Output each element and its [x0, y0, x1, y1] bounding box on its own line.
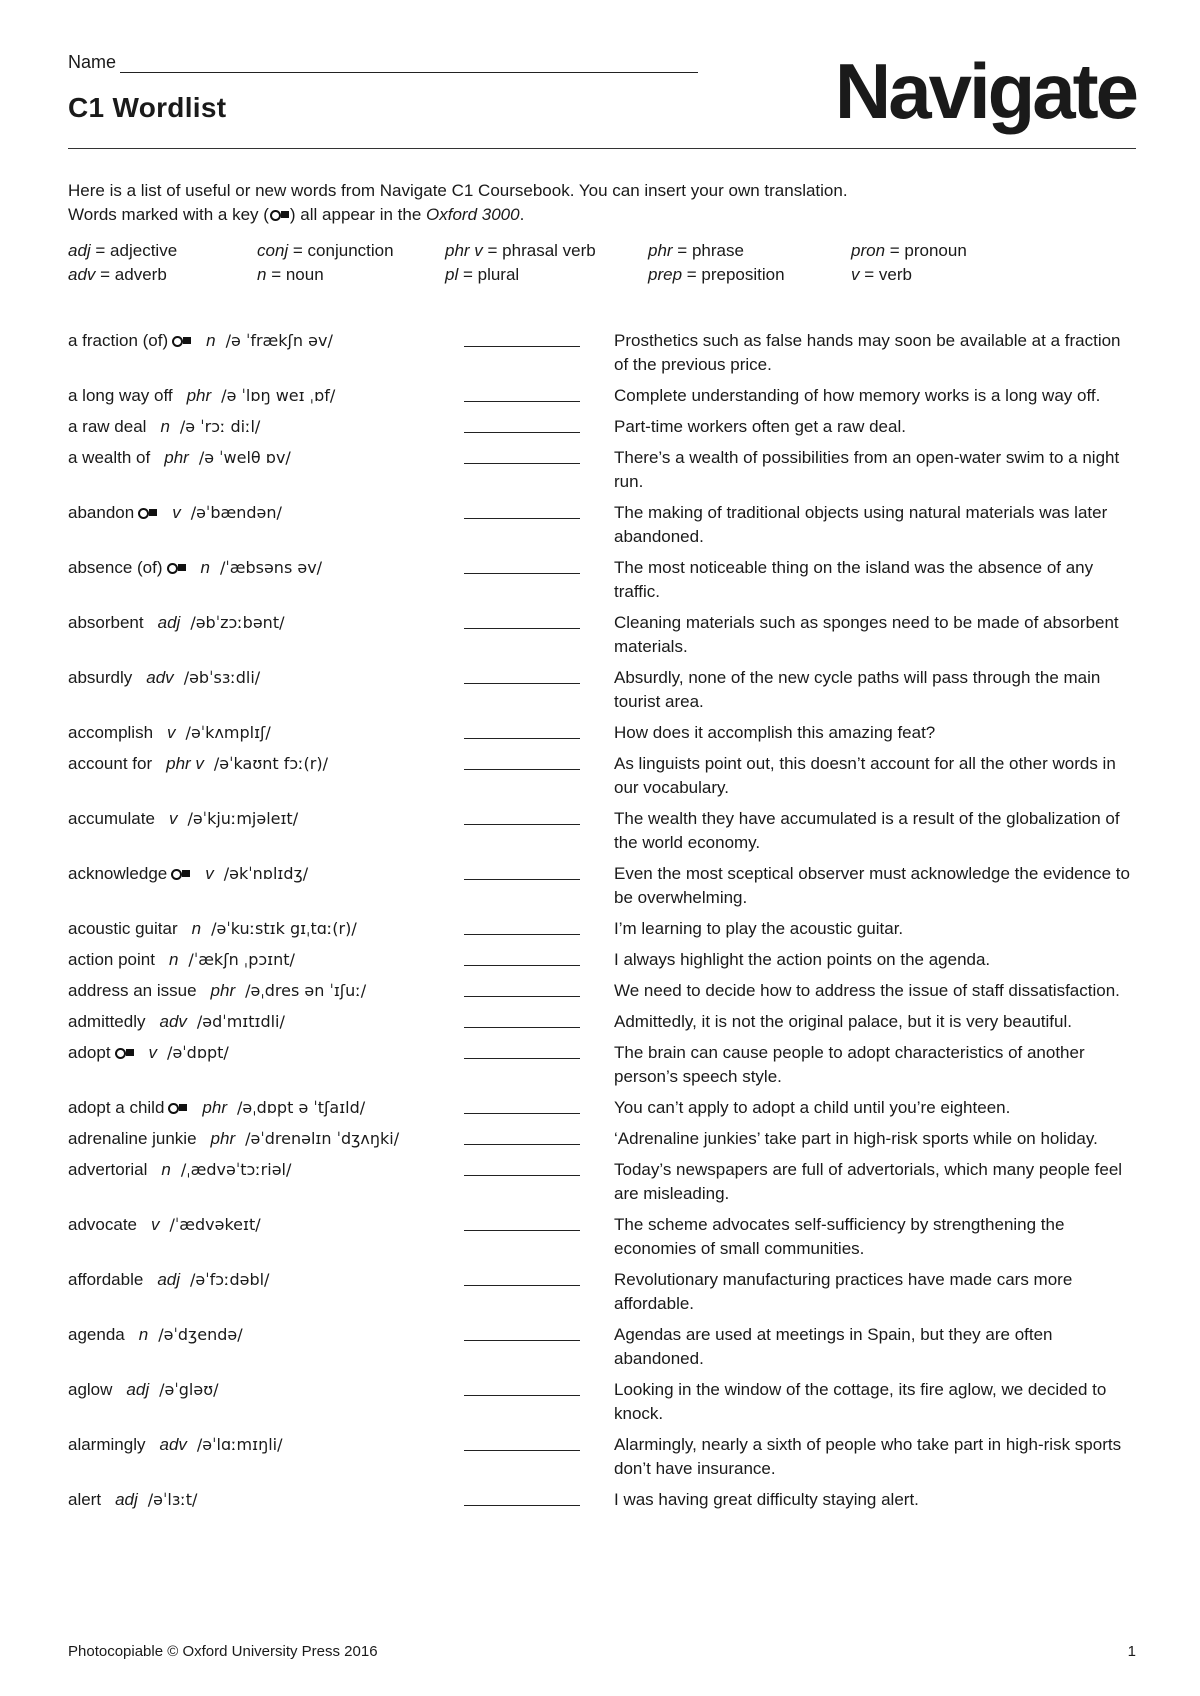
example-sentence: I always highlight the action points on the agenda.	[614, 950, 991, 969]
abbreviation-meaning: = adjective	[90, 241, 178, 260]
translation-blank[interactable]	[464, 862, 580, 880]
example-sentence: There’s a wealth of possibilities from an open-water swim to a night run.	[614, 448, 1120, 491]
pronunciation: /əˌdres ən ˈɪʃuː/	[245, 981, 367, 1000]
translation-blank[interactable]	[464, 501, 580, 519]
part-of-speech: n	[168, 950, 179, 969]
part-of-speech: v	[205, 864, 214, 883]
entry-headword	[68, 1096, 464, 1120]
word-entry	[68, 1213, 1136, 1261]
entry-word: accomplish	[68, 723, 154, 742]
example-sentence: The brain can cause people to adopt characteristics of another person’s speech style.	[614, 1043, 1085, 1086]
abbreviation-meaning: = preposition	[682, 265, 785, 284]
pronunciation: /ˈæbsəns əv/	[219, 558, 323, 577]
entry-headword	[68, 979, 464, 1003]
abbreviation-item	[257, 239, 445, 263]
part-of-speech: adv	[159, 1012, 187, 1031]
translation-blank[interactable]	[464, 721, 580, 739]
entry-headword	[68, 501, 464, 549]
word-entry	[68, 1096, 1136, 1120]
entry-word: a fraction (of)	[68, 331, 169, 350]
abbreviation: pl	[445, 265, 459, 284]
pronunciation: /ˌædvəˈtɔːriəl/	[180, 1160, 292, 1179]
example-sentence: ‘Adrenaline junkies’ take part in high-risk sports while on holiday.	[614, 1129, 1098, 1148]
name-field-line[interactable]	[120, 56, 698, 73]
pronunciation: /əbˈzɔːbənt/	[190, 613, 285, 632]
abbreviation-meaning: = verb	[859, 265, 912, 284]
pronunciation: /əˈkjuːmjəleɪt/	[187, 809, 299, 828]
entry-word: admittedly	[68, 1012, 146, 1031]
example-sentence: I was having great difficulty staying alert.	[614, 1490, 919, 1509]
part-of-speech: phr	[164, 448, 189, 467]
translation-blank[interactable]	[464, 329, 580, 347]
entry-headword	[68, 948, 464, 972]
entry-word: advertorial	[68, 1160, 148, 1179]
abbreviation-item	[851, 263, 1136, 287]
word-entry	[68, 1323, 1136, 1371]
entry-word: absorbent	[68, 613, 144, 632]
abbreviation-item	[445, 239, 648, 263]
example-sentence: Admittedly, it is not the original palace, but it is very beautiful.	[614, 1012, 1072, 1031]
part-of-speech: phr v	[166, 754, 204, 773]
example-sentence: Revolutionary manufacturing practices have made cars more affordable.	[614, 1270, 1073, 1313]
abbreviation-item	[445, 263, 648, 287]
example-sentence: As linguists point out, this doesn’t account for all the other words in our vocabulary.	[614, 754, 1116, 797]
entry-word: alert	[68, 1490, 102, 1509]
abbreviation-meaning: = phrasal verb	[482, 241, 596, 260]
entry-word: aglow	[68, 1380, 113, 1399]
word-entry	[68, 862, 1136, 910]
part-of-speech: adj	[115, 1490, 138, 1509]
word-entry	[68, 752, 1136, 800]
example-sentence: Part-time workers often get a raw deal.	[614, 417, 906, 436]
pronunciation: /əˈlɑːmɪŋli/	[196, 1435, 283, 1454]
abbreviation-item	[68, 263, 257, 287]
abbreviation-meaning: = pronoun	[885, 241, 967, 260]
footer	[68, 1643, 1136, 1660]
entry-word: action point	[68, 950, 155, 969]
part-of-speech: phr	[202, 1098, 227, 1117]
part-of-speech: n	[138, 1325, 149, 1344]
example-sentence: How does it accomplish this amazing feat?	[614, 723, 936, 742]
entry-word: acoustic guitar	[68, 919, 178, 938]
part-of-speech: n	[206, 331, 216, 350]
example-sentence: Agendas are used at meetings in Spain, but they are often abandoned.	[614, 1325, 1053, 1368]
part-of-speech: n	[191, 919, 202, 938]
word-entry	[68, 979, 1136, 1003]
pronunciation: /ə ˈwelθ ɒv/	[198, 448, 291, 467]
abbreviation-item	[648, 239, 851, 263]
oxford-3000-label: Oxford 3000	[426, 205, 520, 224]
abbreviation-meaning: = conjunction	[288, 241, 394, 260]
intro-line-2-end: .	[519, 205, 525, 224]
part-of-speech: v	[168, 809, 178, 828]
abbreviation: phr v	[445, 241, 483, 260]
entry-headword	[68, 1433, 464, 1481]
translation-blank[interactable]	[464, 415, 580, 433]
entry-headword	[68, 752, 464, 800]
entry-headword	[68, 446, 464, 494]
abbreviation: v	[851, 265, 860, 284]
entry-headword	[68, 556, 464, 604]
example-sentence: Cleaning materials such as sponges need to be made of absorbent materials.	[614, 613, 1119, 656]
pronunciation: /ə ˈfrækʃn əv/	[225, 331, 333, 350]
pronunciation: /əˈgləʊ/	[159, 1380, 219, 1399]
abbreviation-meaning: = phrase	[672, 241, 744, 260]
word-entry	[68, 948, 1136, 972]
translation-blank[interactable]	[464, 1488, 580, 1506]
entry-word: account for	[68, 754, 153, 773]
part-of-speech: adv	[146, 668, 174, 687]
translation-blank[interactable]	[464, 1127, 580, 1145]
word-entries	[68, 329, 1136, 1519]
page-number: 1	[1127, 1643, 1136, 1660]
part-of-speech: phr	[186, 386, 212, 405]
entry-headword	[68, 1268, 464, 1316]
part-of-speech: v	[172, 503, 181, 522]
translation-blank[interactable]	[464, 611, 580, 629]
name-row	[68, 52, 698, 73]
entry-headword	[68, 1323, 464, 1371]
translation-blank[interactable]	[464, 446, 580, 464]
header-divider	[68, 148, 1136, 149]
abbreviation: conj	[257, 241, 289, 260]
word-entry	[68, 1433, 1136, 1481]
entry-headword	[68, 1158, 464, 1206]
wordlist-page	[68, 0, 1136, 1696]
entry-headword	[68, 807, 464, 855]
pronunciation: /əˈkʌmplɪʃ/	[185, 723, 271, 742]
translation-blank[interactable]	[464, 1323, 580, 1341]
translation-blank[interactable]	[464, 1378, 580, 1396]
abbreviation-item	[648, 263, 851, 287]
intro-text	[68, 179, 848, 227]
entry-word: a raw deal	[68, 417, 147, 436]
word-entry	[68, 415, 1136, 439]
pronunciation: /əˈkuːstɪk gɪˌtɑː(r)/	[211, 919, 357, 938]
part-of-speech: v	[151, 1215, 160, 1234]
entry-word: a wealth of	[68, 448, 151, 467]
part-of-speech: v	[167, 723, 176, 742]
abbreviation-meaning: = adverb	[95, 265, 167, 284]
intro-line-1: Here is a list of useful or new words from Navigate C1 Coursebook. You can insert your own translation.	[68, 181, 848, 200]
pronunciation: /ˈækʃn ˌpɔɪnt/	[188, 950, 295, 969]
pronunciation: /əˈdɒpt/	[167, 1043, 229, 1062]
translation-blank[interactable]	[464, 666, 580, 684]
part-of-speech: n	[161, 1160, 171, 1179]
word-entry	[68, 721, 1136, 745]
translation-blank[interactable]	[464, 1213, 580, 1231]
example-sentence: Prosthetics such as false hands may soon be available at a fraction of the previous price.	[614, 331, 1121, 374]
key-icon	[270, 209, 289, 221]
copyright-text: Photocopiable © Oxford University Press 2016	[68, 1643, 378, 1660]
word-entry	[68, 666, 1136, 714]
translation-blank[interactable]	[464, 556, 580, 574]
entry-headword	[68, 1378, 464, 1426]
entry-word: acknowledge	[68, 864, 168, 883]
pronunciation: /ə ˈlɒŋ weɪ ˌɒf/	[221, 386, 336, 405]
entry-headword	[68, 721, 464, 745]
abbreviation-item	[68, 239, 257, 263]
entry-headword	[68, 1488, 464, 1512]
word-entry	[68, 917, 1136, 941]
key-icon	[168, 1102, 187, 1114]
part-of-speech: phr	[210, 1129, 236, 1148]
entry-headword	[68, 1213, 464, 1261]
translation-blank[interactable]	[464, 1158, 580, 1176]
word-entry	[68, 329, 1136, 377]
key-icon	[167, 562, 186, 574]
part-of-speech: adj	[126, 1380, 150, 1399]
word-entry	[68, 384, 1136, 408]
name-label: Name	[68, 52, 117, 72]
example-sentence: Looking in the window of the cottage, its fire aglow, we decided to knock.	[614, 1380, 1107, 1423]
pronunciation: /əˈfɔːdəbl/	[190, 1270, 270, 1289]
translation-blank[interactable]	[464, 1096, 580, 1114]
translation-blank[interactable]	[464, 384, 580, 402]
pronunciation: /əˈbændən/	[190, 503, 282, 522]
part-of-speech: adv	[159, 1435, 187, 1454]
example-sentence: The scheme advocates self-sufficiency by strengthening the economies of small communities.	[614, 1215, 1065, 1258]
key-icon	[171, 868, 190, 880]
entry-headword	[68, 384, 464, 408]
abbreviation: n	[257, 265, 267, 284]
entry-word: alarmingly	[68, 1435, 146, 1454]
word-entry	[68, 446, 1136, 494]
example-sentence: Today’s newspapers are full of advertorials, which many people feel are misleading.	[614, 1160, 1123, 1203]
word-entry	[68, 1158, 1136, 1206]
intro-line-2-start: Words marked with a key (	[68, 205, 269, 224]
part-of-speech: n	[160, 417, 170, 436]
abbreviation-item	[257, 263, 445, 287]
word-entry	[68, 556, 1136, 604]
example-sentence: You can’t apply to adopt a child until you’re eighteen.	[614, 1098, 1011, 1117]
entry-word: absence (of)	[68, 558, 163, 577]
word-entry	[68, 1127, 1136, 1151]
part-of-speech: n	[200, 558, 210, 577]
pronunciation: /əˈdʒendə/	[158, 1325, 243, 1344]
example-sentence: The wealth they have accumulated is a result of the globalization of the world economy.	[614, 809, 1120, 852]
word-entry	[68, 611, 1136, 659]
brand-logo: Navigate	[834, 47, 1136, 135]
translation-blank[interactable]	[464, 1268, 580, 1286]
example-sentence: Absurdly, none of the new cycle paths will pass through the main tourist area.	[614, 668, 1101, 711]
key-icon	[172, 335, 191, 347]
abbreviation: pron	[851, 241, 886, 260]
intro-line-2-middle: ) all appear in the	[289, 205, 427, 224]
translation-blank[interactable]	[464, 1041, 580, 1059]
abbreviation-meaning: = noun	[266, 265, 324, 284]
example-sentence: Alarmingly, nearly a sixth of people who take part in high-risk sports don’t have insurance.	[614, 1435, 1122, 1478]
word-entry	[68, 1041, 1136, 1089]
part-of-speech: v	[148, 1043, 158, 1062]
entry-word: absurdly	[68, 668, 133, 687]
translation-blank[interactable]	[464, 807, 580, 825]
entry-word: advocate	[68, 1215, 137, 1234]
translation-blank[interactable]	[464, 979, 580, 997]
pronunciation: /əˈkaʊnt fɔː(r)/	[213, 754, 328, 773]
word-entry	[68, 501, 1136, 549]
pronunciation: /ə ˈrɔː diːl/	[179, 417, 261, 436]
entry-word: adopt a child	[68, 1098, 165, 1117]
pronunciation: /əˈdrenəlɪn ˈdʒʌŋki/	[245, 1129, 400, 1148]
entry-word: agenda	[68, 1325, 125, 1344]
pronunciation: /ədˈmɪtɪdli/	[196, 1012, 285, 1031]
entry-word: a long way off	[68, 386, 173, 405]
abbreviation: adj	[68, 241, 91, 260]
example-sentence: The making of traditional objects using natural materials was later abandoned.	[614, 503, 1108, 546]
abbreviation-legend	[68, 239, 1136, 287]
key-icon	[138, 507, 157, 519]
entry-headword	[68, 611, 464, 659]
part-of-speech: adj	[157, 613, 181, 632]
intro-line-2	[68, 203, 848, 227]
entry-headword	[68, 1041, 464, 1089]
example-sentence: Complete understanding of how memory works is a long way off.	[614, 386, 1101, 405]
page-title: C1 Wordlist	[68, 92, 227, 123]
abbreviation: phr	[648, 241, 673, 260]
pronunciation: /əˈlɜːt/	[147, 1490, 198, 1509]
translation-blank[interactable]	[464, 917, 580, 935]
word-entry	[68, 807, 1136, 855]
word-entry	[68, 1488, 1136, 1512]
pronunciation: /əbˈsɜːdli/	[183, 668, 261, 687]
entry-headword	[68, 415, 464, 439]
translation-blank[interactable]	[464, 1010, 580, 1028]
entry-headword	[68, 917, 464, 941]
example-sentence: Even the most sceptical observer must acknowledge the evidence to be overwhelming.	[614, 864, 1130, 907]
entry-word: affordable	[68, 1270, 144, 1289]
example-sentence: I’m learning to play the acoustic guitar.	[614, 919, 904, 938]
part-of-speech: adj	[157, 1270, 180, 1289]
pronunciation: /ˈædvəkeɪt/	[169, 1215, 261, 1234]
entry-word: accumulate	[68, 809, 155, 828]
key-icon	[115, 1047, 134, 1059]
entry-headword	[68, 862, 464, 910]
pronunciation: /əˌdɒpt ə ˈtʃaɪld/	[236, 1098, 366, 1117]
example-sentence: The most noticeable thing on the island was the absence of any traffic.	[614, 558, 1094, 601]
entry-headword	[68, 329, 464, 377]
translation-blank[interactable]	[464, 1433, 580, 1451]
abbreviation: prep	[648, 265, 683, 284]
translation-blank[interactable]	[464, 948, 580, 966]
entry-word: adrenaline junkie	[68, 1129, 197, 1148]
entry-headword	[68, 1127, 464, 1151]
entry-word: address an issue	[68, 981, 197, 1000]
word-entry	[68, 1010, 1136, 1034]
entry-word: adopt	[68, 1043, 111, 1062]
entry-headword	[68, 1010, 464, 1034]
abbreviation-item	[851, 239, 1136, 263]
entry-word: abandon	[68, 503, 135, 522]
abbreviation: adv	[68, 265, 96, 284]
abbreviation-meaning: = plural	[458, 265, 520, 284]
word-entry	[68, 1378, 1136, 1426]
pronunciation: /əkˈnɒlɪdʒ/	[223, 864, 309, 883]
part-of-speech: phr	[210, 981, 236, 1000]
translation-blank[interactable]	[464, 752, 580, 770]
example-sentence: We need to decide how to address the issue of staff dissatisfaction.	[614, 981, 1120, 1000]
entry-headword	[68, 666, 464, 714]
word-entry	[68, 1268, 1136, 1316]
